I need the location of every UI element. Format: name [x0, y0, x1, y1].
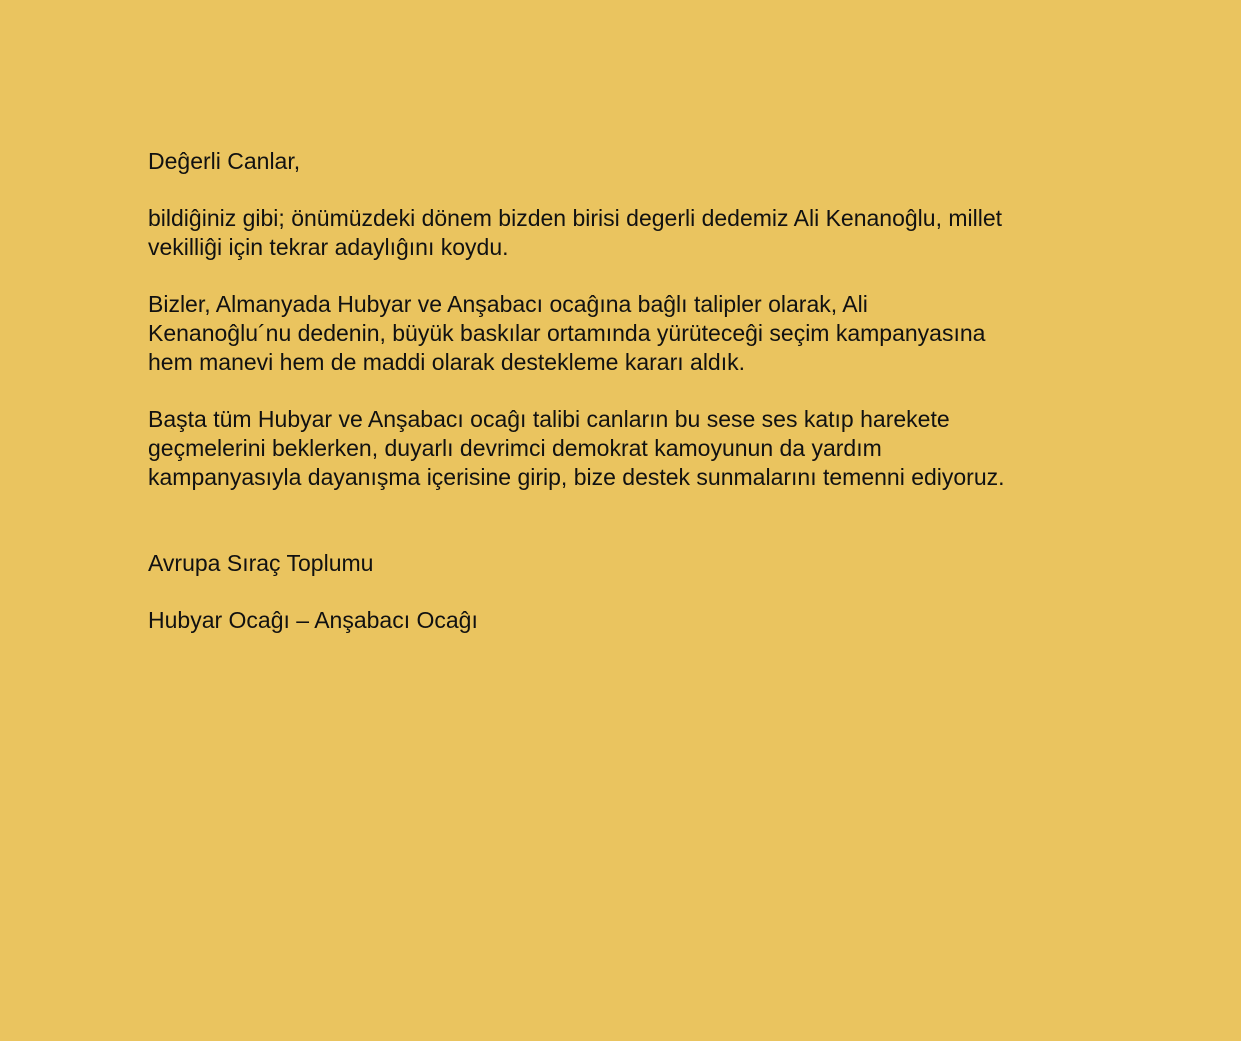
- letter-body: [148, 147, 1108, 635]
- paragraph-2-line: hem manevi hem de maddi olarak destekleme kararı aldık.: [148, 349, 746, 375]
- paragraph-1: [148, 204, 1108, 262]
- greeting: Deĝerli Canlar,: [148, 148, 301, 174]
- signature-ocak: Hubyar Ocaĝı – Anşabacı Ocaĝı: [148, 607, 478, 633]
- paragraph-3: [148, 405, 1108, 492]
- signature-organization: Avrupa Sıraç Toplumu: [148, 550, 374, 576]
- paragraph-1-line: bildiĝiniz gibi; önümüzdeki dönem bizden birisi degerli dedemiz Ali Kenanoĝlu, millet: [148, 205, 1003, 231]
- paragraph-2-line: Kenanoĝlu´nu dedenin, büyük baskılar ortamında yürüteceĝi seçim kampanyasına: [148, 320, 986, 346]
- paragraph-3-line: geçmelerini beklerken, duyarlı devrimci demokrat kamoyunun da yardım: [148, 435, 882, 461]
- paragraph-3-line: kampanyasıyla dayanışma içerisine girip, bize destek sunmalarını temenni ediyoruz.: [148, 464, 1005, 490]
- paragraph-2: [148, 290, 1108, 377]
- paragraph-3-line: Başta tüm Hubyar ve Anşabacı ocaĝı talibi canların bu sese ses katıp harekete: [148, 406, 950, 432]
- paragraph-1-line: vekilliĝi için tekrar adaylıĝını koydu.: [148, 234, 509, 260]
- paragraph-2-line: Bizler, Almanyada Hubyar ve Anşabacı ocaĝına baĝlı talipler olarak, Ali: [148, 291, 868, 317]
